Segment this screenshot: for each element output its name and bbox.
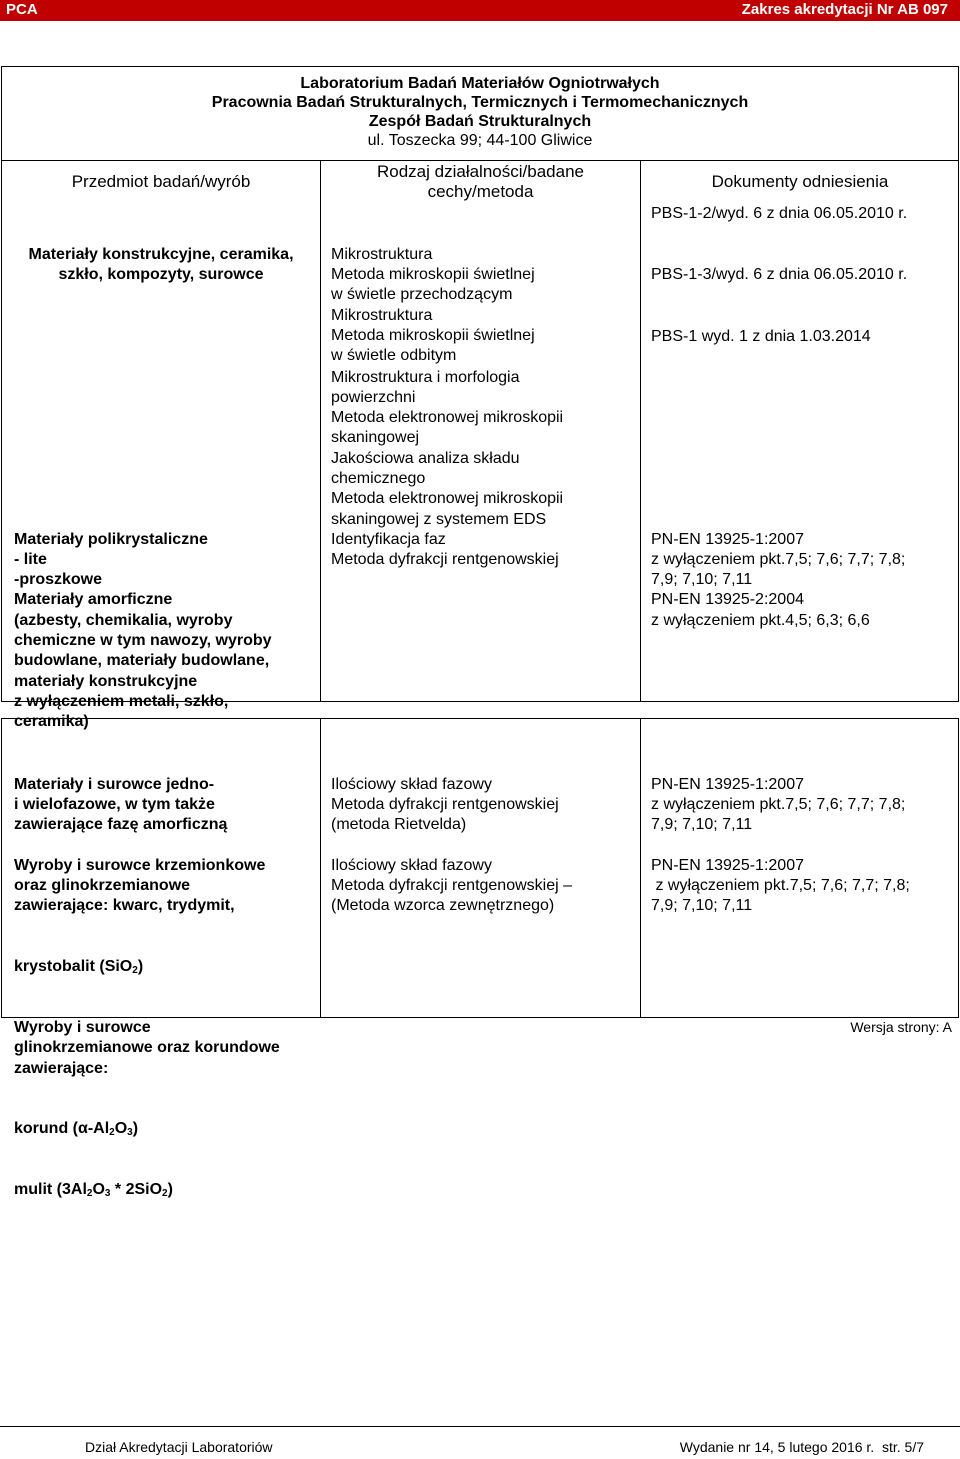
col-header-method-1: Rodzaj działalności/badane [377, 162, 584, 181]
lab-name: Laboratorium Badań Materiałów Ogniotrwałych [300, 75, 660, 92]
method-cell: Ilościowy skład fazowy Metoda dyfrakcji rentgenowskiej – (Metoda wzorca zewnętrznego) [331, 856, 573, 915]
document-ref: PBS-1-2/wyd. 6 z dnia 06.05.2010 r. [651, 205, 908, 222]
divider [320, 160, 321, 702]
document-ref: PBS-1-3/wyd. 6 z dnia 06.05.2010 r. [651, 266, 908, 283]
page-version: Wersja strony: A [850, 1019, 952, 1035]
method-cell: Ilościowy skład fazowy Metoda dyfrakcji rentgenowskiej (metoda Rietvelda) [331, 775, 559, 834]
footer-right: Wydanie nr 14, 5 lutego 2016 r. str. 5/7 [679, 1439, 924, 1455]
lab-department: Pracownia Badań Strukturalnych, Termicznych i Termomechanicznych [211, 94, 749, 111]
top-bar-left: PCA [6, 1, 38, 18]
method-cell: Mikrostruktura Metoda mikroskopii świetlnej w świetle odbitym [331, 306, 535, 365]
footer-left: Dział Akredytacji Laboratoriów [85, 1439, 273, 1455]
document-ref: PN-EN 13925-1:2007 z wyłączeniem pkt.7,5; 7,6; 7,7; 7,8; 7,9; 7,10; 7,11 [651, 775, 906, 834]
subject-cell: Materiały i surowce jedno- i wielofazowe, w tym także zawierające fazę amorficzną [14, 775, 228, 834]
document-ref: PBS-1 wyd. 1 z dnia 1.03.2014 [651, 328, 871, 345]
lab-team: Zespół Badań Strukturalnych [368, 113, 592, 130]
method-cell: Mikrostruktura Metoda mikroskopii świetlnej w świetle przechodzącym [331, 245, 535, 304]
top-bar-right: Zakres akredytacji Nr AB 097 [741, 1, 948, 18]
divider [320, 718, 321, 1018]
method-cell: Identyfikacja faz Metoda dyfrakcji rentgenowskiej [331, 530, 559, 568]
document-ref: PN-EN 13925-1:2007 z wyłączeniem pkt.7,5; 7,6; 7,7; 7,8; 7,9; 7,10; 7,11 [651, 856, 910, 915]
col-header-documents: Dokumenty odniesienia [711, 172, 889, 191]
lab-header [150, 74, 810, 150]
col-header-subject: Przedmiot badań/wyrób [71, 172, 251, 191]
divider [640, 160, 641, 702]
subject-cell: Materiały polikrystaliczne - lite -proszkowe Materiały amorficzne (azbesty, chemikalia, wyroby chemiczne w tym nawozy, wyroby budowlane, materiały budowlane, materiały konstrukcyjne z wyłączeniem metali, szkło, ceramika) [14, 530, 272, 731]
col-header-method-2: cechy/metoda [427, 182, 534, 201]
subject-cell: Wyroby i surowce krzemionkowe oraz glinokrzemianowe zawierające: kwarc, trydymit, krystobalit (SiO$_2$) Wyroby i surowce glinokrzemianowe oraz korundowe zawierające: korund $(\alpha-Al_2O_3)$ mulit $(3Al_2O_3 * 2SiO_2)$ [14, 856, 280, 1200]
lab-address: ul. Toszecka 99; 44-100 Gliwice [367, 132, 593, 149]
subject-cell: Materiały konstrukcyjne, ceramika, szkło, kompozyty, surowce [28, 245, 294, 283]
top-bar [0, 0, 960, 21]
divider [640, 718, 641, 1018]
divider [1, 160, 959, 161]
document-ref: PN-EN 13925-1:2007 z wyłączeniem pkt.7,5; 7,6; 7,7; 7,8; 7,9; 7,10; 7,11 PN-EN 13925-2:2004 z wyłączeniem pkt.4,5; 6,3; 6,6 [651, 530, 906, 629]
method-cell: Mikrostruktura i morfologia powierzchni Metoda elektronowej mikroskopii skaningowej Jakościowa analiza składu chemicznego Metoda elektronowej mikroskopii skaningowej z systemem EDS [331, 368, 564, 528]
footer-rule [0, 1426, 960, 1427]
